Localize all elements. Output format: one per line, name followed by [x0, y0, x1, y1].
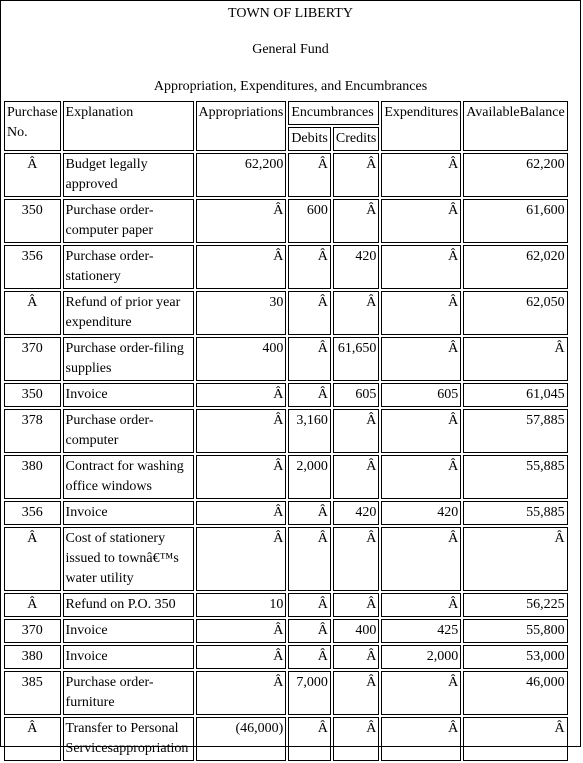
cell-encumbrance-debit: Â — [288, 527, 331, 591]
cell-expenditures: Â — [381, 245, 461, 289]
table-row — [4, 455, 568, 499]
cell-explanation: Purchase order-computer — [63, 409, 194, 453]
cell-appropriations: Â — [196, 409, 287, 453]
cell-appropriations: Â — [196, 501, 287, 525]
table-row — [4, 337, 568, 381]
cell-encumbrance-debit: Â — [288, 619, 331, 643]
ledger-header — [1, 1, 580, 99]
cell-available-balance: Â — [463, 337, 567, 381]
cell-expenditures: Â — [381, 199, 461, 243]
cell-expenditures: Â — [381, 527, 461, 591]
cell-encumbrance-debit: Â — [288, 245, 331, 289]
table-row — [4, 593, 568, 617]
col-header-purchase-no: Purchase No. — [4, 101, 61, 151]
cell-expenditures: Â — [381, 717, 461, 761]
cell-encumbrance-credit: 61,650 — [333, 337, 379, 381]
document-title: TOWN OF LIBERTY — [228, 6, 353, 21]
cell-purchase-no: 380 — [4, 455, 61, 499]
cell-available-balance: Â — [463, 527, 567, 591]
cell-explanation: Transfer to Personal Servicesappropriation — [63, 717, 194, 761]
cell-encumbrance-credit: Â — [333, 593, 379, 617]
col-header-available-balance: AvailableBalance — [463, 101, 567, 151]
cell-appropriations: Â — [196, 671, 287, 715]
cell-purchase-no: 370 — [4, 619, 61, 643]
table-row — [4, 291, 568, 335]
cell-encumbrance-credit: Â — [333, 291, 379, 335]
cell-purchase-no: 350 — [4, 383, 61, 407]
table-row — [4, 199, 568, 243]
cell-available-balance: 56,225 — [463, 593, 567, 617]
cell-encumbrance-credit: 400 — [333, 619, 379, 643]
cell-encumbrance-credit: Â — [333, 671, 379, 715]
cell-purchase-no: Â — [4, 291, 61, 335]
cell-appropriations: Â — [196, 199, 287, 243]
cell-encumbrance-debit: 7,000 — [288, 671, 331, 715]
table-row — [4, 409, 568, 453]
cell-appropriations: Â — [196, 455, 287, 499]
cell-available-balance: 62,020 — [463, 245, 567, 289]
col-header-encumbrances: Encumbrances — [288, 101, 379, 125]
cell-encumbrance-debit: Â — [288, 593, 331, 617]
cell-explanation: Invoice — [63, 383, 194, 407]
cell-explanation: Invoice — [63, 619, 194, 643]
col-header-debits: Debits — [288, 127, 331, 151]
cell-encumbrance-credit: Â — [333, 153, 379, 197]
cell-available-balance: 62,050 — [463, 291, 567, 335]
cell-explanation: Invoice — [63, 645, 194, 669]
cell-available-balance: 61,600 — [463, 199, 567, 243]
cell-available-balance: Â — [463, 717, 567, 761]
cell-expenditures: 605 — [381, 383, 461, 407]
cell-available-balance: 55,885 — [463, 501, 567, 525]
cell-expenditures: Â — [381, 409, 461, 453]
table-row — [4, 619, 568, 643]
cell-encumbrance-debit: 3,160 — [288, 409, 331, 453]
cell-encumbrance-credit: 420 — [333, 501, 379, 525]
cell-encumbrance-credit: Â — [333, 199, 379, 243]
cell-explanation: Refund on P.O. 350 — [63, 593, 194, 617]
cell-encumbrance-credit: Â — [333, 717, 379, 761]
cell-explanation: Budget legally approved — [63, 153, 194, 197]
cell-encumbrance-debit: Â — [288, 717, 331, 761]
cell-purchase-no: 356 — [4, 245, 61, 289]
cell-appropriations: Â — [196, 383, 287, 407]
ledger-body — [4, 153, 568, 761]
col-header-appropriations: Appropriations — [196, 101, 287, 151]
col-header-explanation: Explanation — [63, 101, 194, 151]
cell-encumbrance-debit: Â — [288, 383, 331, 407]
cell-encumbrance-debit: Â — [288, 501, 331, 525]
cell-explanation: Invoice — [63, 501, 194, 525]
table-row — [4, 671, 568, 715]
cell-expenditures: Â — [381, 455, 461, 499]
cell-appropriations: Â — [196, 245, 287, 289]
cell-expenditures: 2,000 — [381, 645, 461, 669]
cell-expenditures: Â — [381, 671, 461, 715]
cell-purchase-no: Â — [4, 717, 61, 761]
cell-encumbrance-credit: Â — [333, 455, 379, 499]
col-header-credits: Credits — [333, 127, 379, 151]
table-row — [4, 153, 568, 197]
cell-purchase-no: Â — [4, 527, 61, 591]
col-header-expenditures: Expenditures — [381, 101, 461, 151]
cell-appropriations: 10 — [196, 593, 287, 617]
cell-expenditures: 420 — [381, 501, 461, 525]
cell-available-balance: 57,885 — [463, 409, 567, 453]
cell-explanation: Refund of prior year expenditure — [63, 291, 194, 335]
cell-available-balance: 46,000 — [463, 671, 567, 715]
cell-explanation: Purchase order-stationery — [63, 245, 194, 289]
cell-appropriations: 30 — [196, 291, 287, 335]
cell-encumbrance-credit: 605 — [333, 383, 379, 407]
cell-explanation: Contract for washing office windows — [63, 455, 194, 499]
cell-available-balance: 61,045 — [463, 383, 567, 407]
cell-encumbrance-debit: Â — [288, 645, 331, 669]
cell-appropriations: (46,000) — [196, 717, 287, 761]
table-row — [4, 245, 568, 289]
cell-purchase-no: 370 — [4, 337, 61, 381]
cell-appropriations: Â — [196, 645, 287, 669]
cell-purchase-no: Â — [4, 153, 61, 197]
cell-purchase-no: Â — [4, 593, 61, 617]
cell-expenditures: Â — [381, 153, 461, 197]
cell-expenditures: Â — [381, 593, 461, 617]
cell-expenditures: 425 — [381, 619, 461, 643]
cell-expenditures: Â — [381, 291, 461, 335]
cell-appropriations: 62,200 — [196, 153, 287, 197]
cell-purchase-no: 350 — [4, 199, 61, 243]
cell-available-balance: 53,000 — [463, 645, 567, 669]
cell-purchase-no: 378 — [4, 409, 61, 453]
table-row — [4, 645, 568, 669]
cell-encumbrance-debit: 2,000 — [288, 455, 331, 499]
cell-explanation: Purchase order-computer paper — [63, 199, 194, 243]
document-caption: Appropriation, Expenditures, and Encumbrances — [153, 79, 428, 94]
cell-expenditures: Â — [381, 337, 461, 381]
cell-appropriations: Â — [196, 527, 287, 591]
table-row — [4, 501, 568, 525]
cell-explanation: Purchase order-filing supplies — [63, 337, 194, 381]
cell-available-balance: 55,800 — [463, 619, 567, 643]
cell-encumbrance-debit: 600 — [288, 199, 331, 243]
cell-encumbrance-debit: Â — [288, 337, 331, 381]
cell-encumbrance-credit: Â — [333, 645, 379, 669]
table-row — [4, 383, 568, 407]
table-row — [4, 717, 568, 761]
cell-purchase-no: 385 — [4, 671, 61, 715]
document-subtitle: General Fund — [252, 42, 329, 57]
cell-encumbrance-debit: Â — [288, 153, 331, 197]
cell-purchase-no: 356 — [4, 501, 61, 525]
cell-appropriations: 400 — [196, 337, 287, 381]
cell-explanation: Cost of stationery issued to townâ€™s water utility — [63, 527, 194, 591]
cell-encumbrance-debit: Â — [288, 291, 331, 335]
ledger-table — [2, 99, 570, 763]
cell-available-balance: 62,200 — [463, 153, 567, 197]
cell-encumbrance-credit: Â — [333, 527, 379, 591]
table-row — [4, 527, 568, 591]
cell-available-balance: 55,885 — [463, 455, 567, 499]
cell-encumbrance-credit: 420 — [333, 245, 379, 289]
cell-purchase-no: 380 — [4, 645, 61, 669]
cell-explanation: Purchase order-furniture — [63, 671, 194, 715]
cell-appropriations: Â — [196, 619, 287, 643]
cell-encumbrance-credit: Â — [333, 409, 379, 453]
